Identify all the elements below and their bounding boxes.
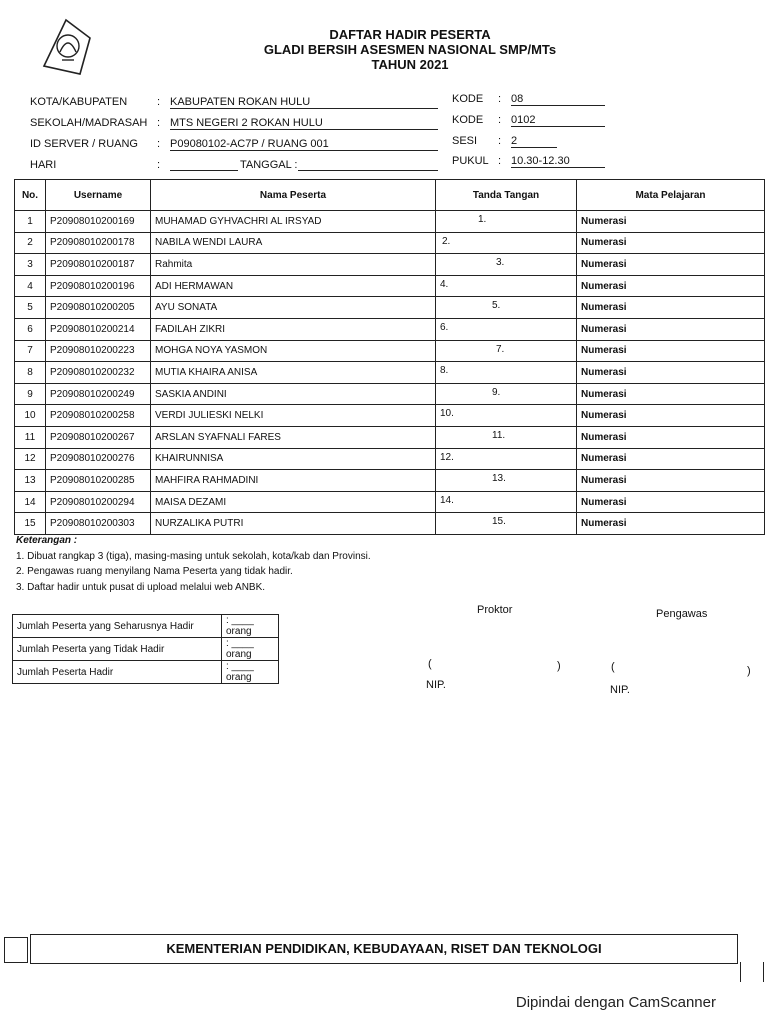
row-signature-number: 13. [492,473,506,485]
row-nama: NABILA WENDI LAURA [155,237,263,249]
summary-suffix: orang [226,626,252,637]
row-username: P20908010200187 [50,258,135,270]
note-item: 2. Pengawas ruang menyilang Nama Peserta yang tidak hadir. [16,566,293,577]
row-mapel: Numerasi [581,258,627,270]
pengawas-open-paren: ( [611,661,615,673]
sesi-value: 2 [511,135,557,148]
row-nama: MAISA DEZAMI [155,496,227,508]
row-username: P20908010200249 [50,388,135,400]
colon: : [498,114,502,126]
kode2-label: KODE [452,114,484,126]
row-username: P20908010200285 [50,474,135,486]
row-nama: KHAIRUNNISA [155,453,224,465]
server-value: P09080102-AC7P / RUANG 001 [170,138,438,151]
row-mapel: Numerasi [581,453,627,465]
footer-left-box [4,937,28,963]
row-number: 10 [24,410,36,422]
row-username: P20908010200223 [50,345,135,357]
row-mapel: Numerasi [581,237,627,249]
table-row [15,254,765,276]
row-number: 7 [27,345,33,357]
colon: : [226,661,229,672]
table-row [15,211,765,233]
tanggal-line [298,170,438,171]
row-nama: VERDI JULIESKI NELKI [155,410,264,422]
row-signature-number: 5. [492,300,501,312]
table-row [15,275,765,297]
tanggal-label: TANGGAL : [240,159,298,171]
row-number: 4 [27,280,33,292]
col-header-mapel: Mata Pelajaran [577,180,765,211]
col-header-nama: Nama Peserta [151,180,436,211]
pukul-label: PUKUL [452,155,489,167]
row-number: 5 [27,302,33,314]
table-row [15,232,765,254]
colon: : [157,138,161,150]
row-nama: FADILAH ZIKRI [155,323,226,335]
row-mapel: Numerasi [581,280,627,292]
note-item: 1. Dibuat rangkap 3 (tiga), masing-masing untuk sekolah, kota/kab dan Provinsi. [16,550,371,562]
kota-label: KOTA/KABUPATEN [30,96,128,108]
row-number: 11 [24,431,36,443]
row-signature-number: 2. [442,235,451,247]
row-number: 14 [24,496,36,508]
row-mapel: Numerasi [581,474,627,486]
row-signature-number: 3. [496,257,505,269]
row-number: 3 [27,258,33,270]
row-nama: Rahmita [155,258,193,270]
hari-line [170,170,238,171]
row-signature-number: 12. [440,451,454,463]
colon: : [498,135,502,147]
row-nama: MAHFIRA RAHMADINI [155,474,259,486]
summary-label: Jumlah Peserta yang Seharusnya Hadir [17,620,194,632]
colon: : [157,117,161,129]
summary-row: Jumlah Peserta yang Seharusnya Hadir : ____ orang [13,615,279,638]
summary-table [12,614,279,684]
note-item: 3. Daftar hadir untuk pusat di upload melalui web ANBK. [16,581,266,593]
table-row [15,426,765,448]
table-row [15,383,765,405]
row-username: P20908010200276 [50,453,135,465]
row-number: 9 [27,388,33,400]
table-row [15,470,765,492]
row-mapel: Numerasi [581,388,627,400]
row-nama: MUHAMAD GYHVACHRI AL IRSYAD [155,215,322,227]
row-username: P20908010200232 [50,366,135,378]
pukul-value: 10.30-12.30 [511,155,605,168]
row-mapel: Numerasi [581,431,627,443]
pengawas-label: Pengawas [656,608,708,620]
row-number: 13 [24,474,36,486]
row-signature-number: 8. [440,365,449,377]
row-signature-number: 1. [478,214,487,225]
row-nama: ADI HERMAWAN [155,280,234,292]
title-line-2: GLADI BERSIH ASESMEN NASIONAL SMP/MTs [263,42,557,57]
row-mapel: Numerasi [581,215,627,227]
row-mapel: Numerasi [581,345,627,357]
proktor-nip: NIP. [426,679,446,691]
summary-row: Jumlah Peserta Hadir : ____ orang [13,661,279,684]
row-signature-number: 14. [440,494,454,506]
row-nama: AYU SONATA [155,302,218,314]
row-signature-number: 9. [492,386,501,398]
row-number: 15 [24,518,36,530]
row-mapel: Numerasi [581,366,627,378]
summary-suffix: orang [226,672,252,683]
row-number: 8 [27,366,33,378]
row-number: 12 [24,453,36,465]
col-header-no: No. [15,180,46,211]
attendance-table [14,179,765,535]
notes [16,533,371,595]
server-label: ID SERVER / RUANG [30,138,138,150]
proktor-label: Proktor [477,604,513,616]
summary-label: Jumlah Peserta Hadir [17,666,114,678]
row-signature-number: 4. [440,278,449,290]
row-username: P20908010200214 [50,323,135,335]
footer-right-box [740,962,764,982]
row-username: P20908010200294 [50,496,135,508]
row-number: 1 [27,215,33,227]
row-username: P20908010200169 [50,215,135,227]
ministry-logo-icon [36,16,98,78]
table-row [15,513,765,535]
hari-label: HARI [30,159,57,171]
document-title [200,27,620,72]
camscanner-watermark: Dipindai dengan CamScanner [515,994,716,1011]
row-mapel: Numerasi [581,302,627,314]
table-row [15,362,765,384]
colon: : [157,96,161,108]
row-signature-number: 11. [492,429,506,441]
kota-value: KABUPATEN ROKAN HULU [170,96,438,109]
row-mapel: Numerasi [581,518,627,530]
footer-ministry: KEMENTERIAN PENDIDIKAN, KEBUDAYAAN, RISET DAN TEKNOLOGI [30,934,738,964]
row-nama: SASKIA ANDINI [155,388,227,400]
title-line-1: DAFTAR HADIR PESERTA [329,27,491,42]
colon: : [226,638,229,649]
row-signature-number: 10. [440,408,454,420]
table-row [15,491,765,513]
row-username: P20908010200205 [50,302,135,314]
pengawas-nip: NIP. [610,684,630,696]
row-username: P20908010200178 [50,237,135,249]
sekolah-value: MTS NEGERI 2 ROKAN HULU [170,117,438,130]
table-row [15,448,765,470]
row-number: 6 [27,323,33,335]
col-header-username: Username [46,180,151,211]
pengawas-close-paren: ) [747,665,751,677]
row-signature-number: 6. [440,321,449,333]
kode2-value: 0102 [511,114,605,127]
row-username: P20908010200303 [50,518,135,530]
sesi-label: SESI [452,135,478,147]
row-signature-number: 15. [492,516,506,528]
colon: : [498,155,502,167]
table-row [15,297,765,319]
table-row [15,318,765,340]
row-nama: MUTIA KHAIRA ANISA [155,366,258,378]
row-mapel: Numerasi [581,323,627,335]
row-username: P20908010200267 [50,431,135,443]
sekolah-label: SEKOLAH/MADRASAH [30,117,148,129]
summary-suffix: orang [226,649,252,660]
row-username: P20908010200258 [50,410,135,422]
row-nama: NURZALIKA PUTRI [155,518,244,530]
row-signature-number: 7. [496,343,505,355]
colon: : [498,93,502,105]
colon: : [157,159,161,171]
kode1-label: KODE [452,93,484,105]
row-mapel: Numerasi [581,496,627,508]
row-number: 2 [27,237,33,249]
table-body [15,211,765,535]
row-nama: MOHGA NOYA YASMON [155,345,268,357]
proktor-open-paren: ( [428,658,432,670]
summary-label: Jumlah Peserta yang Tidak Hadir [17,643,165,655]
row-mapel: Numerasi [581,410,627,422]
row-username: P20908010200196 [50,280,135,292]
notes-heading: Keterangan : [16,535,78,546]
table-row [15,340,765,362]
colon: : [226,615,229,626]
proktor-close-paren: ) [557,660,561,672]
row-nama: ARSLAN SYAFNALI FARES [155,431,281,443]
summary-row: Jumlah Peserta yang Tidak Hadir : ____ orang [13,638,279,661]
title-line-3: TAHUN 2021 [371,57,449,72]
kode1-value: 08 [511,93,605,106]
col-header-ttd: Tanda Tangan [436,180,577,211]
table-row [15,405,765,427]
table-header-row [15,180,765,211]
